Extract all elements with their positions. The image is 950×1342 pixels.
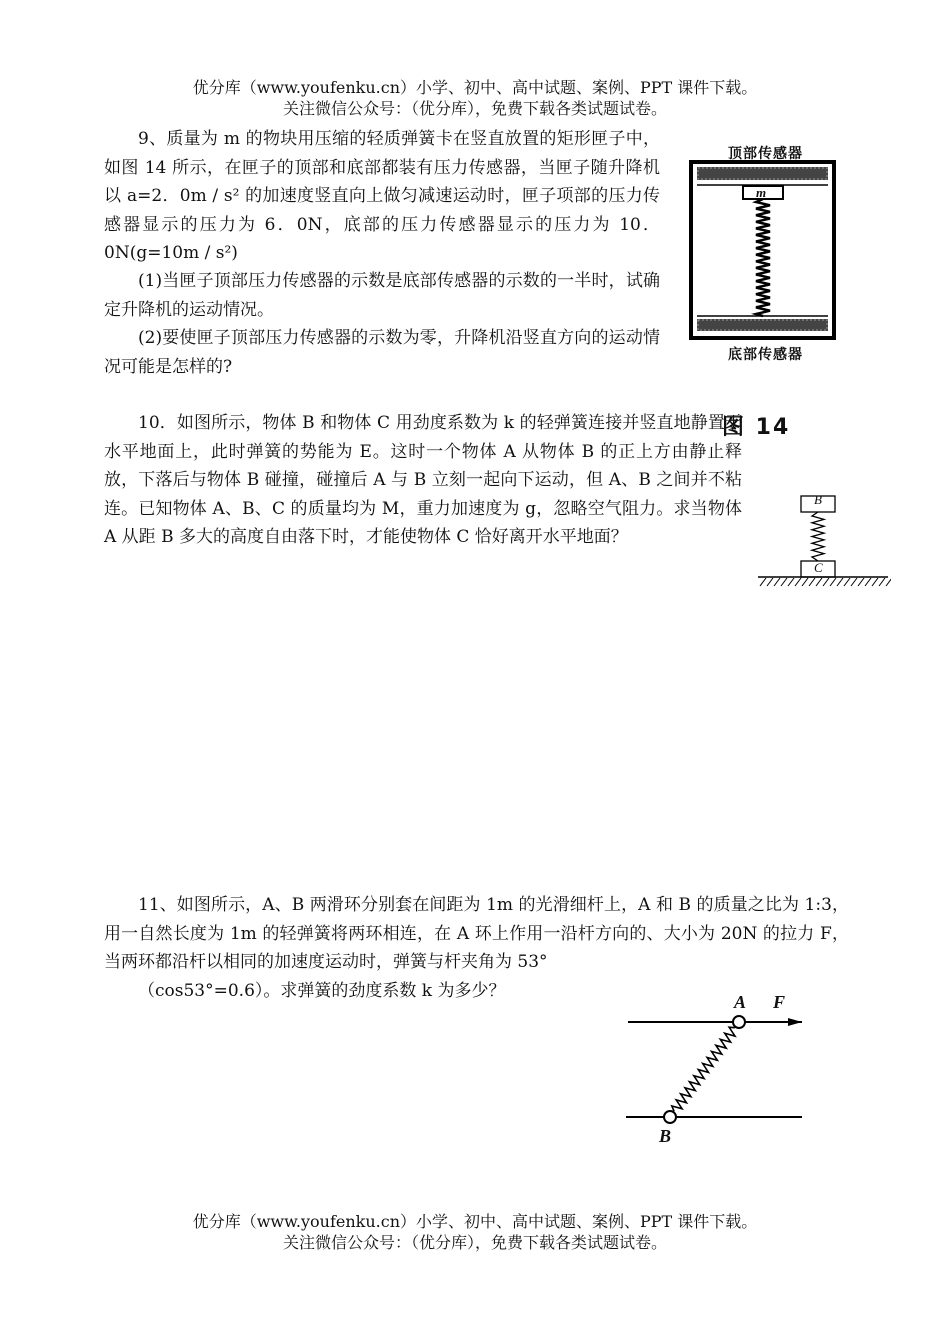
spring-blocks-diagram <box>756 494 891 590</box>
q9-part1: (1)当匣子顶部压力传感器的示数是底部传感器的示数的一半时，试确定升降机的运动情况。 <box>104 271 660 320</box>
figure-14 <box>688 140 838 363</box>
header-line-2: 关注微信公众号：（优分库），免费下载各类试题试卷。 <box>282 99 667 118</box>
rods-spring-diagram <box>620 990 820 1150</box>
q10-text: 10．如图所示，物体 B 和物体 C 用劲度系数为 k 的轻弹簧连接并竖直地静置于水平地面上，此时弹簧的势能为 E。这时一个物体 A 从物体 B 的正上方由静止释放，下落后与物体 B 碰撞，碰撞后 A 与 B 立刻一起向下运动，但 A、B 之间并不粘连。已知物体 A、B、C 的质量均为 M，重力加速度为 g，忽略空气阻力。求当物体 A 从距 B 多大的高度自由落下时，才能使物体 C 恰好离开水平地面？ <box>104 413 742 547</box>
figure-11 <box>620 990 820 1150</box>
q11-text: 11、如图所示，A、B 两滑环分别套在间距为 1m 的光滑细杆上，A 和 B 的质量之比为 1:3，用一自然长度为 1m 的轻弹簧将两环相连，在 A 环上作用一沿杆方向的、大小为 20N 的拉力 F，当两环都沿杆以相同的加速度运动时，弹簧与杆夹角为 53° <box>104 895 849 972</box>
footer-line-2: 关注微信公众号：（优分库），免费下载各类试题试卷。 <box>282 1233 667 1252</box>
q9-stem: 9、质量为 m 的物块用压缩的轻质弹簧卡在竖直放置的矩形匣子中，如图 14 所示，在匣子的顶部和底部都装有压力传感器，当匣子随升降机以 a=2．0m / s² 的加速度竖直向上做匀减速运动时，匣子项部的压力传感器显示的压力为 6．0N，底部的压力传感器显示的压力为 10．0N(g=10m / s²) <box>104 129 660 263</box>
header-line-1: 优分库（www.youfenku.cn）小学、初中、高中试题、案例、PPT 课件下载。 <box>192 78 758 97</box>
figure-10 <box>756 494 891 590</box>
block-b-label: B <box>814 492 822 507</box>
bottom-sensor-label: 底部传感器 <box>728 347 803 363</box>
figure-14-caption: 图 14 <box>722 415 791 440</box>
box-spring-diagram <box>688 140 838 340</box>
q11-continued: （cos53°=0.6）。求弹簧的劲度系数 k 为多少？ <box>138 981 506 1001</box>
block-c-label: C <box>814 560 823 575</box>
q9-part2: (2)要使匣子顶部压力传感器的示数为零，升降机沿竖直方向的运动情况可能是怎样的? <box>104 328 660 377</box>
ring-b-label: B <box>659 1126 672 1146</box>
footer-line-1: 优分库（www.youfenku.cn）小学、初中、高中试题、案例、PPT 课件下载。 <box>192 1212 758 1231</box>
ring-a-label: A <box>734 992 747 1012</box>
mass-label: m <box>756 185 767 200</box>
force-f-label: F <box>773 992 786 1012</box>
top-sensor-label: 顶部传感器 <box>728 146 803 162</box>
